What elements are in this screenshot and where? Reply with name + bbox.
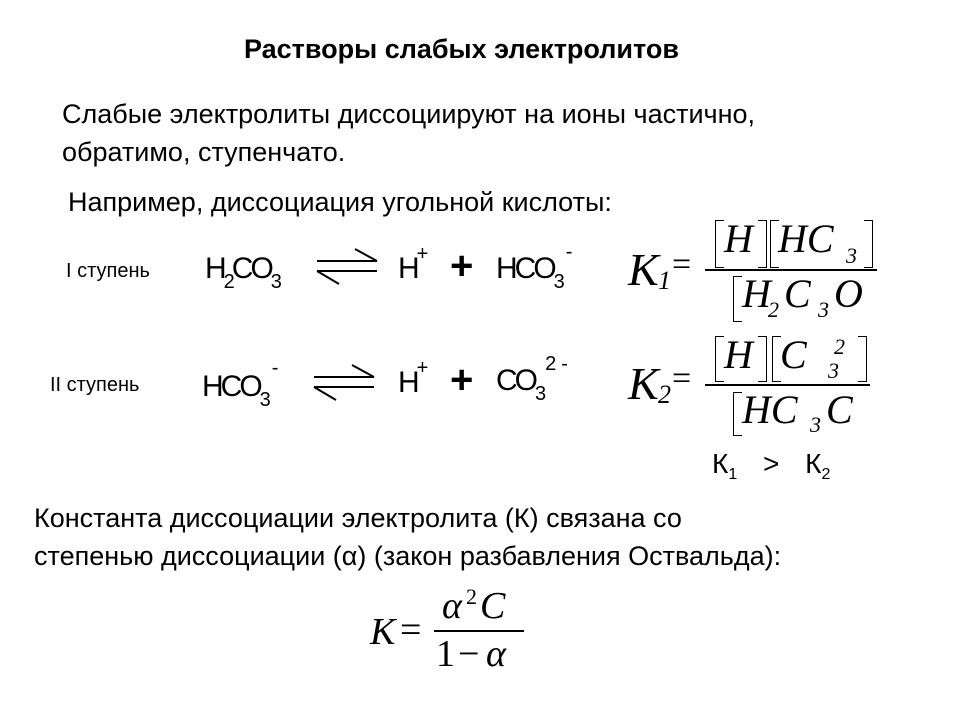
k1-num-bracket-l1 xyxy=(715,220,724,268)
ostwald-minus: − xyxy=(458,633,480,675)
k2-num-bracket-r2 xyxy=(858,336,867,382)
k1-den-bracket-l xyxy=(733,276,742,322)
k1-den-sub1: 2 xyxy=(768,297,779,322)
k2-num-sub: 3 xyxy=(828,358,839,383)
step1-h-ion: H+ xyxy=(398,243,426,285)
k1-subscript: 1 xyxy=(658,266,671,295)
k2-symbol: K xyxy=(628,358,659,409)
ostwald-equals: = xyxy=(400,609,422,651)
k1-num-h: H xyxy=(724,216,753,261)
k1-num-bracket-r1 xyxy=(758,220,767,268)
page-title: Растворы слабых электролитов xyxy=(244,34,679,64)
step1-label: I ступень xyxy=(66,260,150,282)
k2-den-hc: HC xyxy=(742,387,798,432)
step2-plus: + xyxy=(450,358,474,402)
step1-plus: + xyxy=(450,244,474,288)
intro-line-2: обратимо, ступенчато. xyxy=(62,137,346,167)
ostwald-alpha-2: α xyxy=(486,633,506,675)
ostwald-sup: 2 xyxy=(466,584,477,609)
k2-den-c: C xyxy=(826,387,853,432)
equilibrium-arrow-1 xyxy=(315,248,385,288)
step1-anion: HCO3- xyxy=(496,241,570,293)
k1-den-o: O xyxy=(834,271,863,316)
ostwald-one: 1 xyxy=(436,633,455,675)
k2-den-bracket-l xyxy=(733,392,742,436)
k-comparison: $К_1 > К_2$ xyxy=(712,448,831,483)
k2-num-sup: 2 xyxy=(834,334,845,359)
equilibrium-arrow-2 xyxy=(312,364,382,404)
k2-den-sub: 3 xyxy=(810,412,821,437)
k1-den-sub2: 3 xyxy=(818,297,829,322)
k2-num-bracket-l1 xyxy=(715,336,724,382)
k1-equals: = xyxy=(672,246,692,283)
k2-equals: = xyxy=(672,360,692,397)
k1-den-h: H xyxy=(742,271,771,316)
ostwald-alpha: α xyxy=(442,585,462,627)
k2-subscript: 2 xyxy=(658,380,671,409)
example-heading: Например, диссоциация угольной кислоты: xyxy=(68,187,612,217)
k2-num-bracket-r1 xyxy=(758,336,767,382)
k1-num-hc: HC xyxy=(778,216,834,261)
k1-num-sub: 3 xyxy=(846,243,857,268)
step2-anion: CO32 - xyxy=(496,353,565,405)
k1-den-c: C xyxy=(784,271,811,316)
constant-line-2: степенью диссоциации (α) (закон разбавления Оствальда): xyxy=(34,541,782,571)
ostwald-c: C xyxy=(480,585,506,627)
k1-num-bracket-r2 xyxy=(864,220,873,268)
k2-num-c: C xyxy=(780,332,807,377)
step2-reactant: HCO3- xyxy=(202,357,276,411)
constant-line-1: Константа диссоциации электролита (К) связана со xyxy=(34,503,682,533)
step1-reactant: H2CO3 xyxy=(205,252,279,293)
step2-label: II ступень xyxy=(50,374,140,396)
k2-num-h: H xyxy=(724,332,753,377)
k1-symbol: K xyxy=(628,244,659,295)
ostwald-k: K xyxy=(370,611,396,653)
intro-line-1: Слабые электролиты диссоциируют на ионы частично, xyxy=(62,99,756,129)
step2-h-ion: H+ xyxy=(398,357,426,399)
